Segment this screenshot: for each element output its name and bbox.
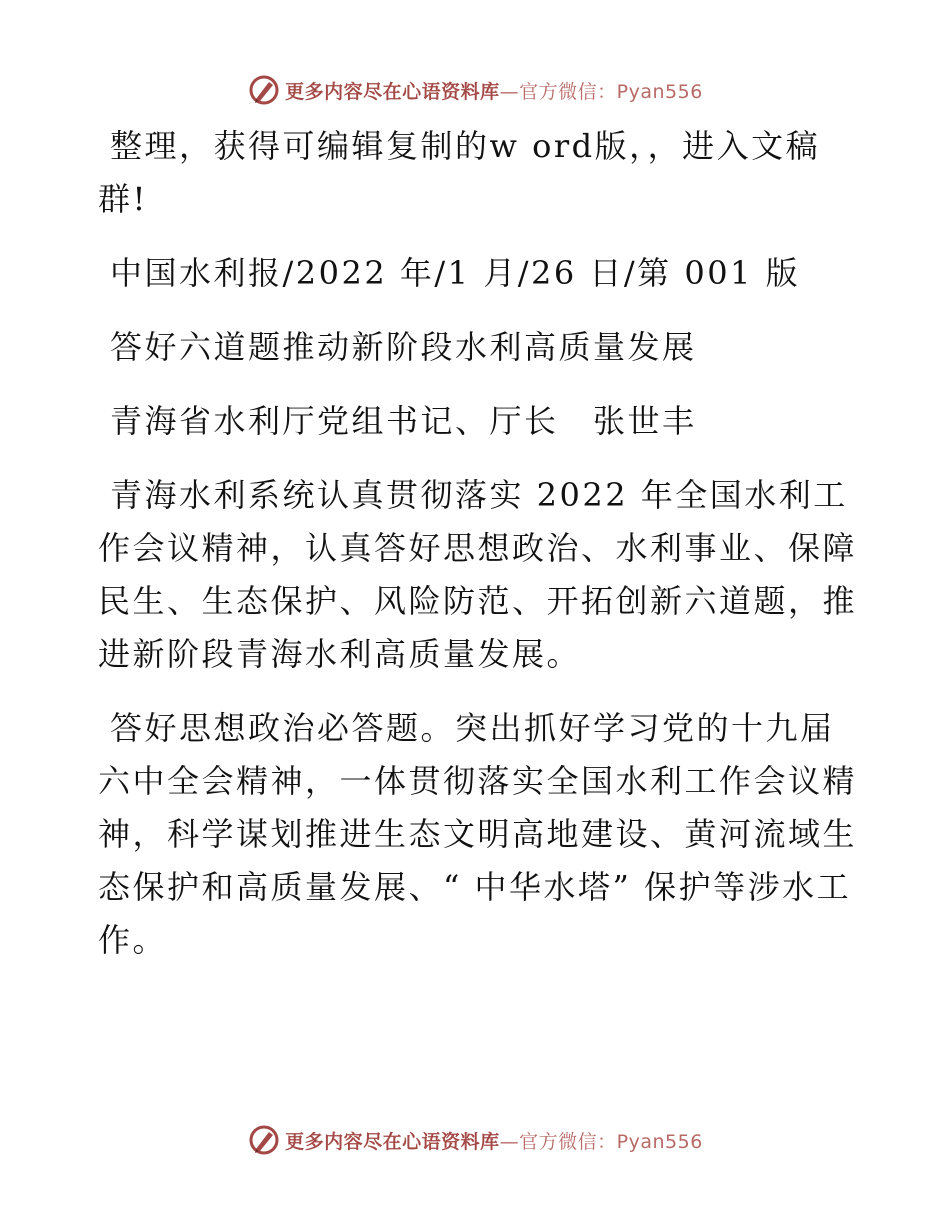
source-line: 中国水利报/2022 年/1 月/26 日/第 001 版 bbox=[110, 254, 801, 292]
byline: 青海省水利厅党组书记、厅长 张世丰 bbox=[110, 402, 697, 440]
intro-text: 整理，获得可编辑复制的w ord版，，进入文稿群! bbox=[98, 127, 821, 218]
header-banner-contact: —官方微信：Pyan556 bbox=[499, 80, 703, 103]
footer-banner-contact: —官方微信：Pyan556 bbox=[499, 1130, 703, 1153]
document-body bbox=[98, 120, 858, 988]
header-banner-title: 更多内容尽在心语资料库 bbox=[285, 80, 500, 103]
headline: 答好六道题推动新阶段水利高质量发展 bbox=[110, 328, 697, 366]
header-banner bbox=[0, 70, 950, 110]
pen-logo-icon bbox=[247, 73, 281, 107]
body-paragraph: 答好思想政治必答题。突出抓好学习党的十九届六中全会精神，一体贯彻落实全国水利工作会议精神，科学谋划推进生态文明高地建设、黄河流域生态保护和高质量发展、“ 中华水塔” 保护等涉水工作。 bbox=[98, 709, 858, 959]
body-paragraph: 青海水利系统认真贯彻落实 2022 年全国水利工作会议精神，认真答好思想政治、水利事业、保障民生、生态保护、风险防范、开拓创新六道题，推进新阶段青海水利高质量发展。 bbox=[98, 476, 858, 673]
footer-banner bbox=[0, 1120, 950, 1160]
pen-logo-icon bbox=[247, 1123, 281, 1157]
footer-banner-title: 更多内容尽在心语资料库 bbox=[285, 1130, 500, 1153]
